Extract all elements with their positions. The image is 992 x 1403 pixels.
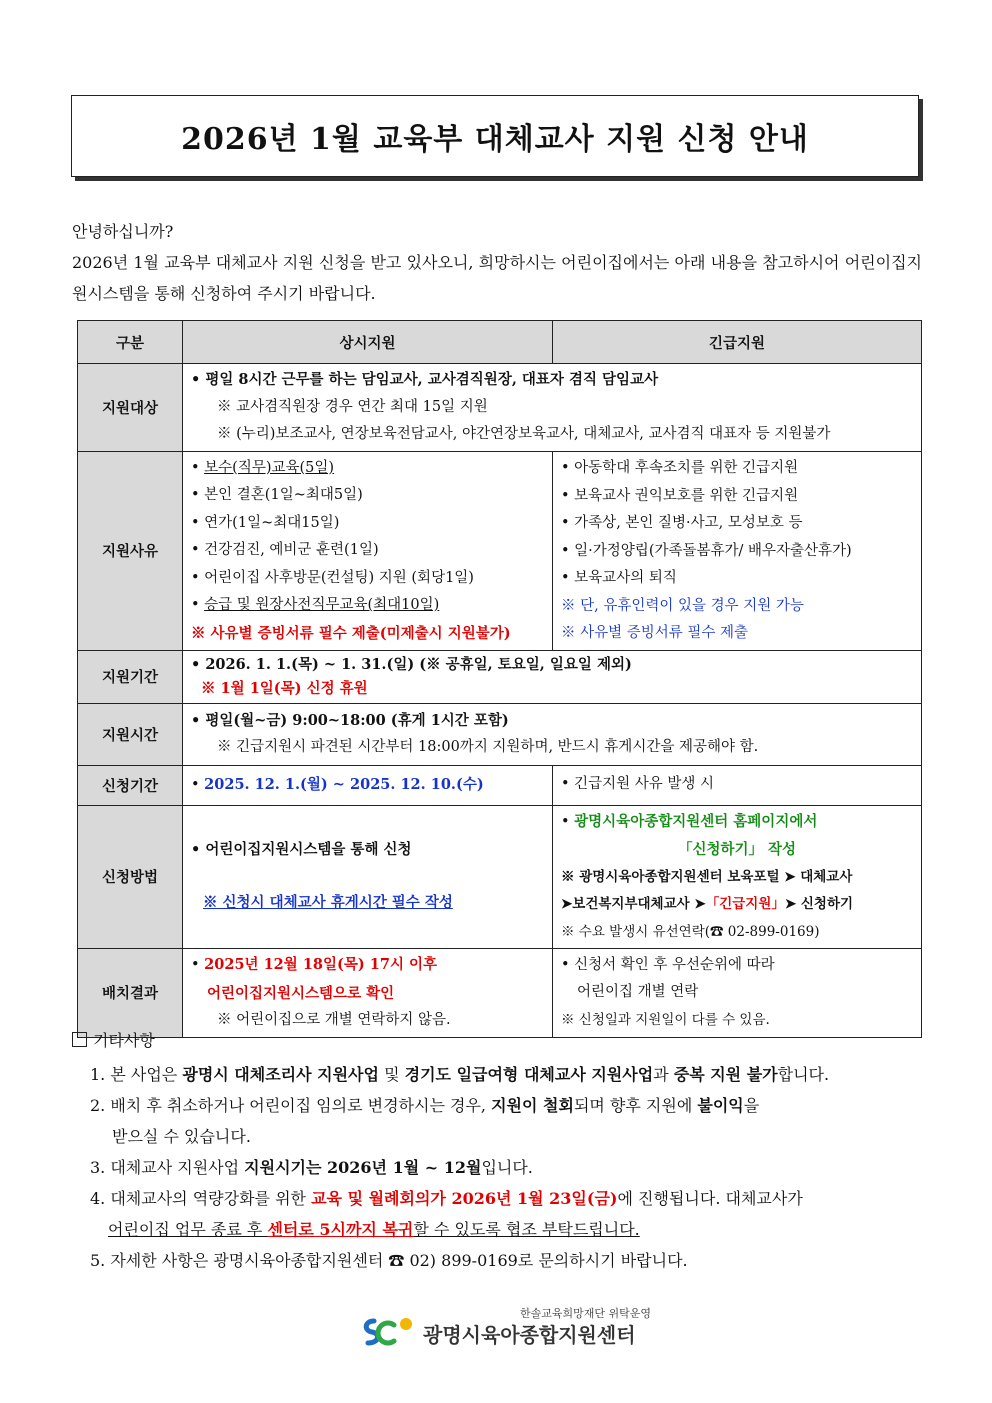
list-item: • 가족상, 본인 질병·사고, 모성보호 등 — [561, 515, 803, 531]
row-hours — [78, 703, 922, 765]
urgent-note: ※ 사유별 증빙서류 필수 제출 — [561, 625, 749, 641]
table-header-row — [78, 321, 922, 364]
period-line: • 2026. 1. 1.(목) ~ 1. 31.(일) (※ 공휴일, 토요일, 일요일 제외) — [191, 655, 632, 673]
center-logo-icon — [360, 1315, 420, 1349]
greeting: 안녕하십니까? — [72, 222, 174, 241]
apply-period-urgent: • 긴급지원 사유 발생 시 — [561, 776, 715, 793]
row-target — [78, 364, 922, 452]
list-item: • 어린이집 사후방문(컨설팅) 지원 (회당1일) — [191, 569, 474, 586]
header-regular: 상시지원 — [183, 321, 553, 364]
holiday-note: ※ 1월 1일(목) 신정 휴원 — [201, 679, 368, 697]
note-item: 3. 대체교사 지원사업 지원시기는 2026년 1월 ~ 12월입니다. — [90, 1158, 533, 1177]
page-title: 2026년 1월 교육부 대체교사 지원 신청 안내 — [181, 122, 809, 157]
result-regular: 어린이집지원시스템으로 확인 — [207, 984, 395, 1002]
apply-period-regular: • 2025. 12. 1.(월) ~ 2025. 12. 10.(수) — [191, 775, 484, 793]
note-item: 1. 본 사업은 광명시 대체조리사 지원사업 및 경기도 일급여형 대체교사 지원사업과 중복 지원 불가합니다. — [90, 1065, 830, 1084]
row-label: 신청기간 — [78, 765, 183, 805]
footer-center-name: 광명시육아종합지원센터 — [423, 1323, 636, 1347]
target-line: ※ (누리)보조교사, 연장보육전담교사, 야간연장보육교사, 대체교사, 교사겸직 대표자 등 지원불가 — [217, 426, 831, 443]
evidence-note: ※ 사유별 증빙서류 필수 제출(미제출시 지원불가) — [191, 624, 511, 642]
row-method — [78, 805, 922, 949]
target-line: ※ 교사겸직원장 경우 연간 최대 15일 지원 — [217, 398, 488, 415]
hours-note: ※ 긴급지원시 파견된 시간부터 18:00까지 지원하며, 반드시 휴게시간을 제공해야 함. — [217, 739, 759, 755]
target-line: • 평일 8시간 근무를 하는 담임교사, 교사겸직원장, 대표자 겸직 담임교사 — [191, 371, 659, 389]
header-urgent: 긴급지원 — [553, 321, 922, 364]
result-urgent: • 신청서 확인 후 우선순위에 따라 — [561, 956, 775, 973]
row-label: 지원시간 — [78, 703, 183, 765]
row-reason — [78, 452, 922, 651]
method-urgent-path: ➤보건복지부대체교사 ➤「긴급지원」➤ 신청하기 — [561, 896, 854, 912]
result-urgent-note: ※ 신청일과 지원일이 다를 수 있음. — [561, 1011, 770, 1028]
list-item: • 건강검진, 예비군 훈련(1일) — [191, 542, 379, 558]
method-urgent: 「신청하기」 작성 — [677, 841, 797, 858]
row-label: 신청방법 — [78, 805, 183, 949]
row-label: 지원사유 — [78, 452, 183, 651]
footer-logo — [360, 1305, 660, 1350]
notes-header: 기타사항 — [72, 1027, 922, 1055]
intro-body: 2026년 1월 교육부 대체교사 지원 신청을 받고 있사오니, 희망하시는 어린이집에서는 아래 내용을 참고하시어 어린이집지원시스템을 통해 신청하여 주시기 바랍니다. — [72, 253, 922, 303]
note-item: 4. 대체교사의 역량강화를 위한 교육 및 월례회의가 2026년 1월 23일(금)에 진행됩니다. 대체교사가 어린이집 업무 종료 후 센터로 5시까지 복귀할 수 있도록 협조 부탁드립니다. — [90, 1189, 803, 1239]
list-item: • 승급 및 원장사전직무교육(최대10일) — [191, 597, 440, 613]
result-urgent: 어린이집 개별 연락 — [577, 984, 699, 1000]
note-item: 2. 배치 후 취소하거나 어린이집 임의로 변경하시는 경우, 지원이 철회되며 향후 지원에 불이익을 받으실 수 있습니다. — [90, 1096, 760, 1146]
method-urgent-path: ※ 광명시육아종합지원센터 보육포털 ➤ 대체교사 — [561, 868, 853, 885]
title-box — [71, 95, 919, 177]
method-urgent: • 광명시육아종합지원센터 홈페이지에서 — [561, 812, 818, 830]
notes-list — [72, 1059, 922, 1276]
urgent-note: ※ 단, 유휴인력이 있을 경우 지원 가능 — [561, 597, 804, 614]
row-apply-period — [78, 765, 922, 805]
list-item: • 본인 결혼(1일~최대5일) — [191, 487, 363, 503]
method-regular-note: ※ 신청시 대체교사 휴게시간 필수 작성 — [203, 894, 453, 912]
method-urgent-phone: ※ 수요 발생시 유선연락(☎ 02-899-0169) — [561, 923, 820, 940]
notes-section — [72, 1027, 922, 1276]
result-regular: • 2025년 12월 18일(목) 17시 이후 — [191, 956, 438, 973]
row-label: 배치결과 — [78, 949, 183, 1038]
list-item: • 연가(1일~최대15일) — [191, 514, 340, 531]
result-regular-note: ※ 어린이집으로 개별 연락하지 않음. — [217, 1012, 451, 1028]
list-item: • 보육교사 권익보호를 위한 긴급지원 — [561, 487, 799, 504]
row-period — [78, 650, 922, 703]
footer-operator: 한솔교육희망재단 위탁운영 — [520, 1307, 652, 1320]
list-item: • 일·가정양립(가족돌봄휴가/ 배우자출산휴가) — [561, 542, 852, 559]
list-item: • 아동학대 후속조치를 위한 긴급지원 — [561, 460, 799, 476]
intro — [72, 216, 922, 309]
row-label: 지원기간 — [78, 650, 183, 703]
method-regular: • 어린이집지원시스템을 통해 신청 — [191, 840, 412, 858]
info-table — [77, 320, 922, 1038]
row-result — [78, 949, 922, 1038]
row-label: 지원대상 — [78, 364, 183, 452]
checkbox-square-icon — [72, 1032, 87, 1047]
list-item: • 보수(직무)교육(5일) — [191, 459, 335, 476]
hours-line: • 평일(월~금) 9:00~18:00 (휴게 1시간 포함) — [191, 711, 509, 729]
header-category: 구분 — [78, 321, 183, 364]
list-item: • 보육교사의 퇴직 — [561, 570, 677, 586]
note-item: 5. 자세한 사항은 광명시육아종합지원센터 ☎ 02) 899-0169로 문의하시기 바랍니다. — [90, 1251, 688, 1270]
